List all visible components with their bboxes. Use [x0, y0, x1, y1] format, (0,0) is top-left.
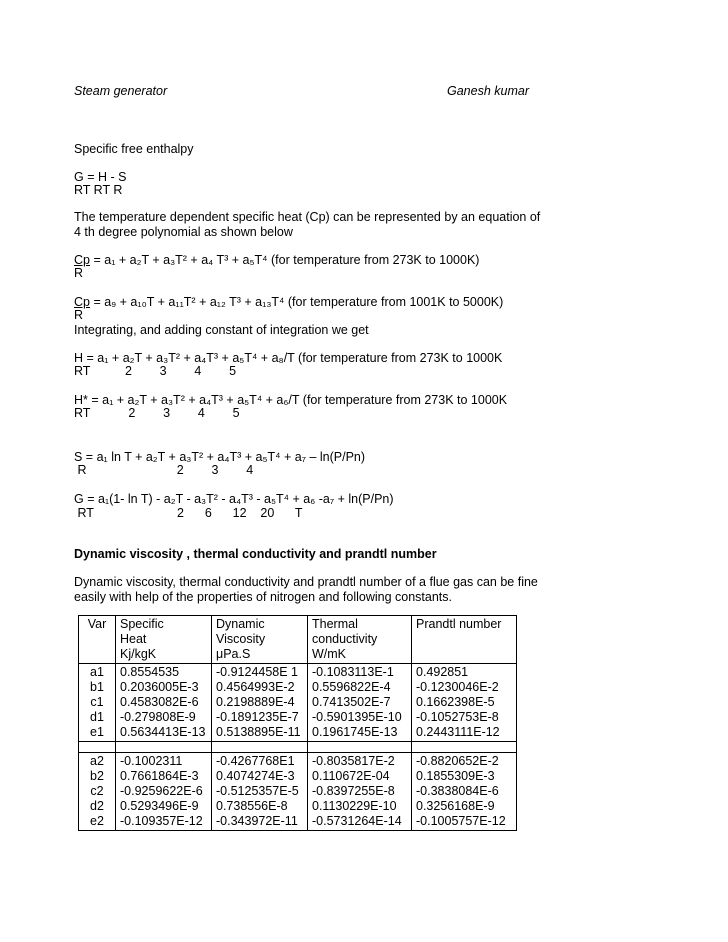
- column-header-text: Specific: [120, 617, 164, 631]
- column-header: [212, 616, 308, 664]
- column-header-text: Dynamic: [216, 617, 265, 631]
- column-header-text: Prandtl number: [416, 617, 502, 631]
- column-header: [79, 616, 116, 664]
- g-equation-line2: RT RT R: [74, 183, 123, 197]
- column-header-text: W/mK: [312, 647, 347, 661]
- cell-value: -0.9259622E-6: [120, 784, 203, 798]
- section2-title: Dynamic viscosity , thermal conductivity and prandtl number: [74, 547, 437, 561]
- column-header-text: μPa.S: [216, 647, 251, 661]
- cell-value: -0.1230046E-2: [416, 680, 499, 694]
- s-equation-line1: S = a₁ ln T + a₂T + a₃T² + a₄T³ + a₅T⁴ + a₇ – ln(P/Pn): [74, 450, 366, 464]
- column-header: [116, 616, 212, 664]
- cell-value: 0.1961745E-13: [312, 725, 398, 739]
- cell-value: -0.8820652E-2: [416, 754, 499, 768]
- cell-value: 0.2443111E-12: [416, 725, 500, 739]
- table-cell: [308, 753, 412, 831]
- cell-value: a2: [90, 754, 104, 768]
- g-equation-line1: G = H - S: [74, 170, 127, 184]
- hstar-equation-line1: H* = a₁ + a₂T + a₃T² + a₄T³ + a₅T⁴ + a₆/T (for temperature from 273K to 1000K: [74, 393, 508, 407]
- g2-equation-line1: G = a₁(1- ln T) - a₂T - a₃T² - a₄T³ - a₅T⁴ + a₆ -a₇ + ln(P/Pn): [74, 492, 394, 506]
- cp-equation-1: [74, 253, 479, 268]
- cell-value: c2: [90, 784, 104, 798]
- cell-value: 0.3256168E-9: [416, 799, 495, 813]
- cell-value: e2: [90, 814, 104, 828]
- cell-value: 0.5596822E-4: [312, 680, 391, 694]
- cell-value: a1: [90, 665, 104, 679]
- table-cell: [412, 664, 517, 742]
- cell-value: 0.492851: [416, 665, 469, 679]
- cell-value: 0.5634413E-13: [120, 725, 206, 739]
- table-cell: [212, 753, 308, 831]
- cell-value: -0.5901395E-10: [312, 710, 402, 724]
- cell-value: 0.7413502E-7: [312, 695, 391, 709]
- cell-value: 0.4583082E-6: [120, 695, 199, 709]
- cell-value: -0.8397255E-8: [312, 784, 395, 798]
- cp1-lhs: Cp: [74, 253, 90, 267]
- spacer-cell: [212, 742, 308, 753]
- cell-value: 0.7661864E-3: [120, 769, 199, 783]
- cell-value: -0.5125357E-5: [216, 784, 299, 798]
- table-cell: [116, 753, 212, 831]
- cell-value: 0.4074274E-3: [216, 769, 295, 783]
- header-right: Ganesh kumar: [447, 84, 529, 98]
- hstar-equation-line2: RT 2 3 4 5: [74, 406, 240, 420]
- cp2-rhs: = a₉ + a₁₀T + a₁₁T² + a₁₂ T³ + a₁₃T⁴ (for temperature from 1001K to 5000K): [93, 295, 504, 309]
- cell-value: c1: [90, 695, 104, 709]
- column-header-text: Kj/kgK: [120, 647, 157, 661]
- cp1-rhs: = a₁ + a₂T + a₃T² + a₄ T³ + a₅T⁴ (for temperature from 273K to 1000K): [93, 253, 480, 267]
- cell-value: 0.2198889E-4: [216, 695, 295, 709]
- column-header-text: Viscosity: [216, 632, 266, 646]
- spacer-cell: [116, 742, 212, 753]
- cell-value: b1: [90, 680, 104, 694]
- table-header-row: [79, 616, 517, 664]
- column-header-text: conductivity: [312, 632, 378, 646]
- cell-value: 0.110672E-04: [312, 769, 390, 783]
- section1-title: Specific free enthalpy: [74, 142, 194, 156]
- spacer-cell: [308, 742, 412, 753]
- table-spacer-row: [79, 742, 517, 753]
- h-equation-line2: RT 2 3 4 5: [74, 364, 237, 378]
- cell-value: b2: [90, 769, 104, 783]
- table-cell: [212, 664, 308, 742]
- cell-value: -0.5731264E-14: [312, 814, 402, 828]
- cell-value: -0.279808E-9: [120, 710, 196, 724]
- table-cell: [79, 664, 116, 742]
- column-header-text: Thermal: [312, 617, 358, 631]
- column-header: [308, 616, 412, 664]
- table-cell: [308, 664, 412, 742]
- cell-value: 0.2036005E-3: [120, 680, 199, 694]
- cell-value: -0.4267768E1: [216, 754, 295, 768]
- spacer-cell: [79, 742, 116, 753]
- paragraph2-line2: easily with help of the properties of nitrogen and following constants.: [74, 590, 453, 604]
- s-equation-line2: R 2 3 4: [74, 463, 254, 477]
- header-left: Steam generator: [74, 84, 168, 98]
- table-row-group: [79, 664, 517, 742]
- cell-value: -0.3838084E-6: [416, 784, 499, 798]
- cp2-denominator: R: [74, 308, 84, 322]
- cp1-denominator: R: [74, 266, 84, 280]
- cell-value: -0.8035817E-2: [312, 754, 395, 768]
- table-row-group: [79, 753, 517, 831]
- column-header-text: Heat: [120, 632, 147, 646]
- cell-value: d2: [90, 799, 104, 813]
- paragraph2-line1: Dynamic viscosity, thermal conductivity and prandtl number of a flue gas can be fine: [74, 575, 538, 589]
- cell-value: 0.5293496E-9: [120, 799, 199, 813]
- cell-value: -0.109357E-12: [120, 814, 203, 828]
- cell-value: 0.1662398E-5: [416, 695, 495, 709]
- cell-value: -0.1083113E-1: [312, 665, 394, 679]
- cell-value: -0.343972E-11: [216, 814, 298, 828]
- table-cell: [412, 753, 517, 831]
- g2-equation-line2: RT 2 6 12 20 T: [74, 506, 303, 520]
- table-cell: [116, 664, 212, 742]
- cell-value: -0.1052753E-8: [416, 710, 499, 724]
- cell-value: 0.5138895E-11: [216, 725, 301, 739]
- h-equation-line1: H = a₁ + a₂T + a₃T² + a₄T³ + a₅T⁴ + a₈/T (for temperature from 273K to 1000K: [74, 351, 503, 365]
- cell-value: -0.1891235E-7: [216, 710, 299, 724]
- column-header-text: Var: [87, 617, 107, 631]
- cell-value: 0.4564993E-2: [216, 680, 295, 694]
- cell-value: 0.1130229E-10: [312, 799, 397, 813]
- cell-value: -0.9124458E 1: [216, 665, 299, 679]
- integrating-text: Integrating, and adding constant of integration we get: [74, 323, 369, 337]
- cp2-lhs: Cp: [74, 295, 90, 309]
- cell-value: e1: [90, 725, 104, 739]
- properties-table: [78, 615, 517, 831]
- spacer-cell: [412, 742, 517, 753]
- cell-value: -0.1005757E-12: [416, 814, 506, 828]
- cp-equation-2: [74, 295, 503, 310]
- cell-value: d1: [90, 710, 104, 724]
- paragraph1-line2: 4 th degree polynomial as shown below: [74, 225, 293, 239]
- table-cell: [79, 753, 116, 831]
- column-header: [412, 616, 517, 664]
- cell-value: 0.738556E-8: [216, 799, 288, 813]
- cell-value: -0.1002311: [120, 754, 183, 768]
- paragraph1-line1: The temperature dependent specific heat (Cp) can be represented by an equation of: [74, 210, 541, 224]
- cell-value: 0.1855309E-3: [416, 769, 495, 783]
- cell-value: 0.8554535: [120, 665, 180, 679]
